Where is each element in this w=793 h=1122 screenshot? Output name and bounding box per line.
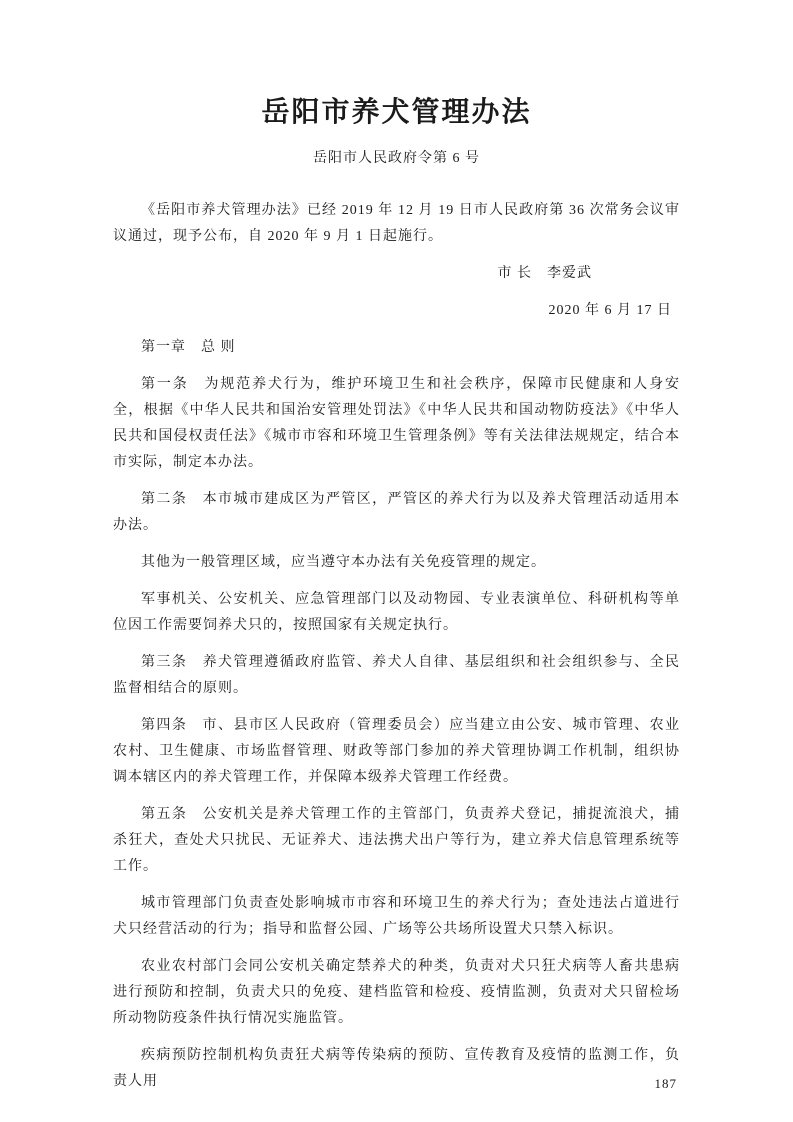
document-body	[113, 372, 680, 1095]
decree-number-line: 岳阳市人民政府令第 6 号	[313, 151, 480, 166]
article-2-paragraph-2: 其他为一般管理区域，应当遵守本办法有关免疫管理的规定。	[141, 555, 546, 570]
promulgation-paragraph: 《岳阳市养犬管理办法》已经 2019 年 12 月 19 日市人民政府第 36 次常务会议审议通过，现予公布，自 2020 年 9 月 1 日起施行。	[113, 203, 680, 244]
article-5-paragraph-4: 疾病预防控制机构负责狂犬病等传染病的预防、宣传教育及疫情的监测工作，负责人用	[113, 1048, 680, 1089]
article-3-paragraph: 第三条 养犬管理遵循政府监管、养犬人自律、基层组织和社会组织参与、全民监督相结合的原则。	[113, 655, 680, 696]
article-1-paragraph: 第一条 为规范养犬行为，维护环境卫生和社会秩序，保障市民健康和人身安全，根据《中华人民共和国治安管理处罚法》《中华人民共和国动物防疫法》《中华人民共和国侵权责任法》《城市市容和环境卫生管理条例》等有关法律法规规定，结合本市实际，制定本办法。	[113, 377, 680, 470]
article-5-paragraph: 第五条 公安机关是养犬管理工作的主管部门，负责养犬登记，捕捉流浪犬，捕杀狂犬，查处犬只扰民、无证养犬、违法携犬出户等行为，建立养犬信息管理系统等工作。	[113, 807, 680, 874]
article-2-paragraph-3: 军事机关、公安机关、应急管理部门以及动物园、专业表演单位、科研机构等单位因工作需要饲养犬只的，按照国家有关规定执行。	[113, 592, 680, 633]
article-2-paragraph: 第二条 本市城市建成区为严管区，严管区的养犬行为以及养犬管理活动适用本办法。	[113, 492, 680, 533]
article-4-paragraph: 第四条 市、县市区人民政府（管理委员会）应当建立由公安、城市管理、农业农村、卫生健康、市场监督管理、财政等部门参加的养犬管理协调工作机制，组织协调本辖区内的养犬管理工作，并保障本级养犬管理工作经费。	[113, 718, 680, 785]
document-title: 岳阳市养犬管理办法	[261, 97, 532, 128]
article-5-paragraph-3: 农业农村部门会同公安机关确定禁养犬的种类，负责对犬只狂犬病等人畜共患病进行预防和控制，负责犬只的免疫、建档监管和检疫、疫情监测，负责对犬只留检场所动物防疫条件执行情况实施监管。	[113, 959, 680, 1026]
document-content	[0, 95, 793, 1095]
chapter-1-heading: 第一章 总 则	[141, 340, 236, 355]
article-5-paragraph-2: 城市管理部门负责查处影响城市市容和环境卫生的养犬行为；查处违法占道进行犬只经营活动的行为；指导和监督公园、广场等公共场所设置犬只禁入标识。	[113, 896, 680, 937]
mayor-signature: 市 长 李爱武	[497, 266, 592, 281]
signature-date: 2020 年 6 月 17 日	[548, 303, 672, 318]
page-number: 187	[654, 1076, 677, 1091]
